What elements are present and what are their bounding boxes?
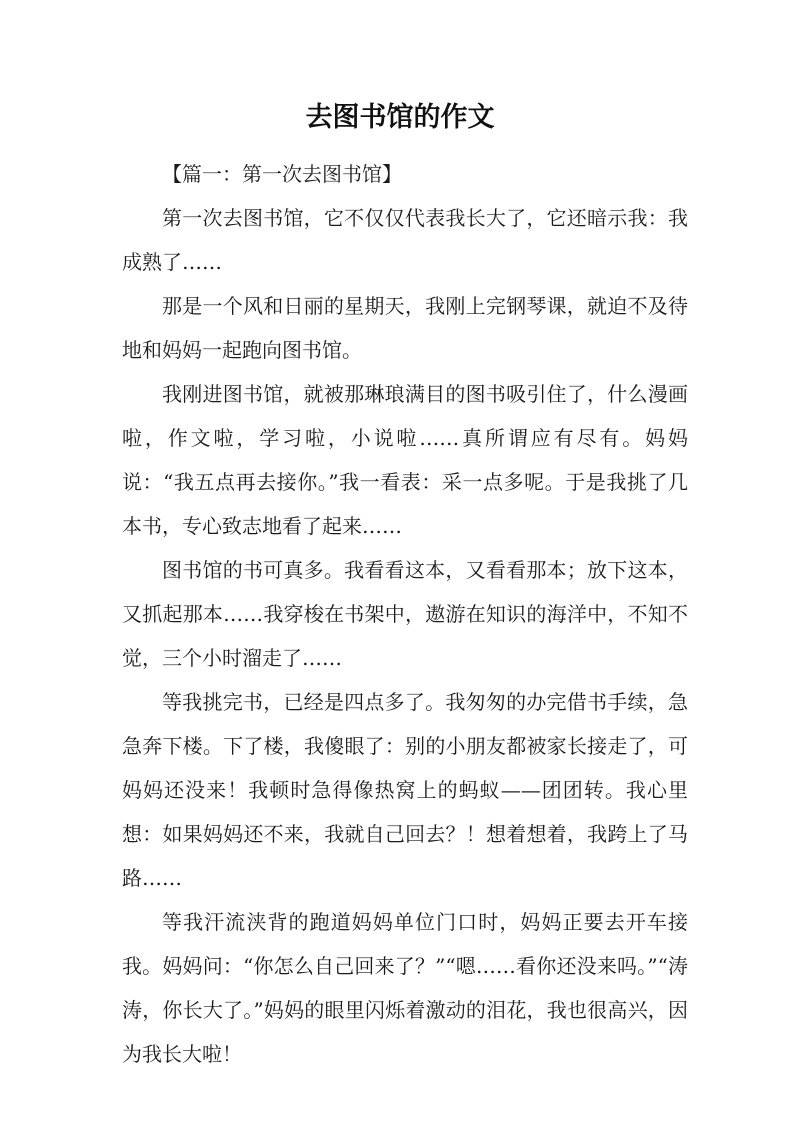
paragraph-4: 图书馆的书可真多。我看看这本，又看看那本；放下这本，又抓起那本……我穿梭在书架中，遨游在知识的海洋中，不知不觉，三个小时溜走了…… xyxy=(122,558,688,670)
paragraph-6: 等我汗流浃背的跑道妈妈单位门口时，妈妈正要去开车接我。妈妈问：“你怎么自己回来了？”“嗯……看你还没来吗。”“涛涛，你长大了。”妈妈的眼里闪烁着激动的泪花，我也很高兴，因为我长大啦！ xyxy=(122,910,688,1066)
document-title: 去图书馆的作文 xyxy=(305,102,495,133)
section-heading: 【篇一：第一次去图书馆】 xyxy=(162,162,402,186)
paragraph-1: 第一次去图书馆，它不仅仅代表我长大了，它还暗示我：我成熟了…… xyxy=(122,206,688,274)
paragraph-2: 那是一个风和日丽的星期天，我刚上完钢琴课，就迫不及待地和妈妈一起跑向图书馆。 xyxy=(122,294,688,362)
document-body xyxy=(122,152,688,1076)
paragraph-3: 我刚进图书馆，就被那琳琅满目的图书吸引住了，什么漫画啦，作文啦，学习啦，小说啦……真所谓应有尽有。妈妈说：“我五点再去接你。”我一看表：采一点多呢。于是我挑了几本书，专心致志地看了起来…… xyxy=(122,382,688,538)
paragraph-5: 等我挑完书，已经是四点多了。我匆匆的办完借书手续，急急奔下楼。下了楼，我傻眼了：别的小朋友都被家长接走了，可妈妈还没来！我顿时急得像热窝上的蚂蚁——团团转。我心里想：如果妈妈还不来，我就自己回去？！想着想着，我跨上了马路…… xyxy=(122,690,688,890)
